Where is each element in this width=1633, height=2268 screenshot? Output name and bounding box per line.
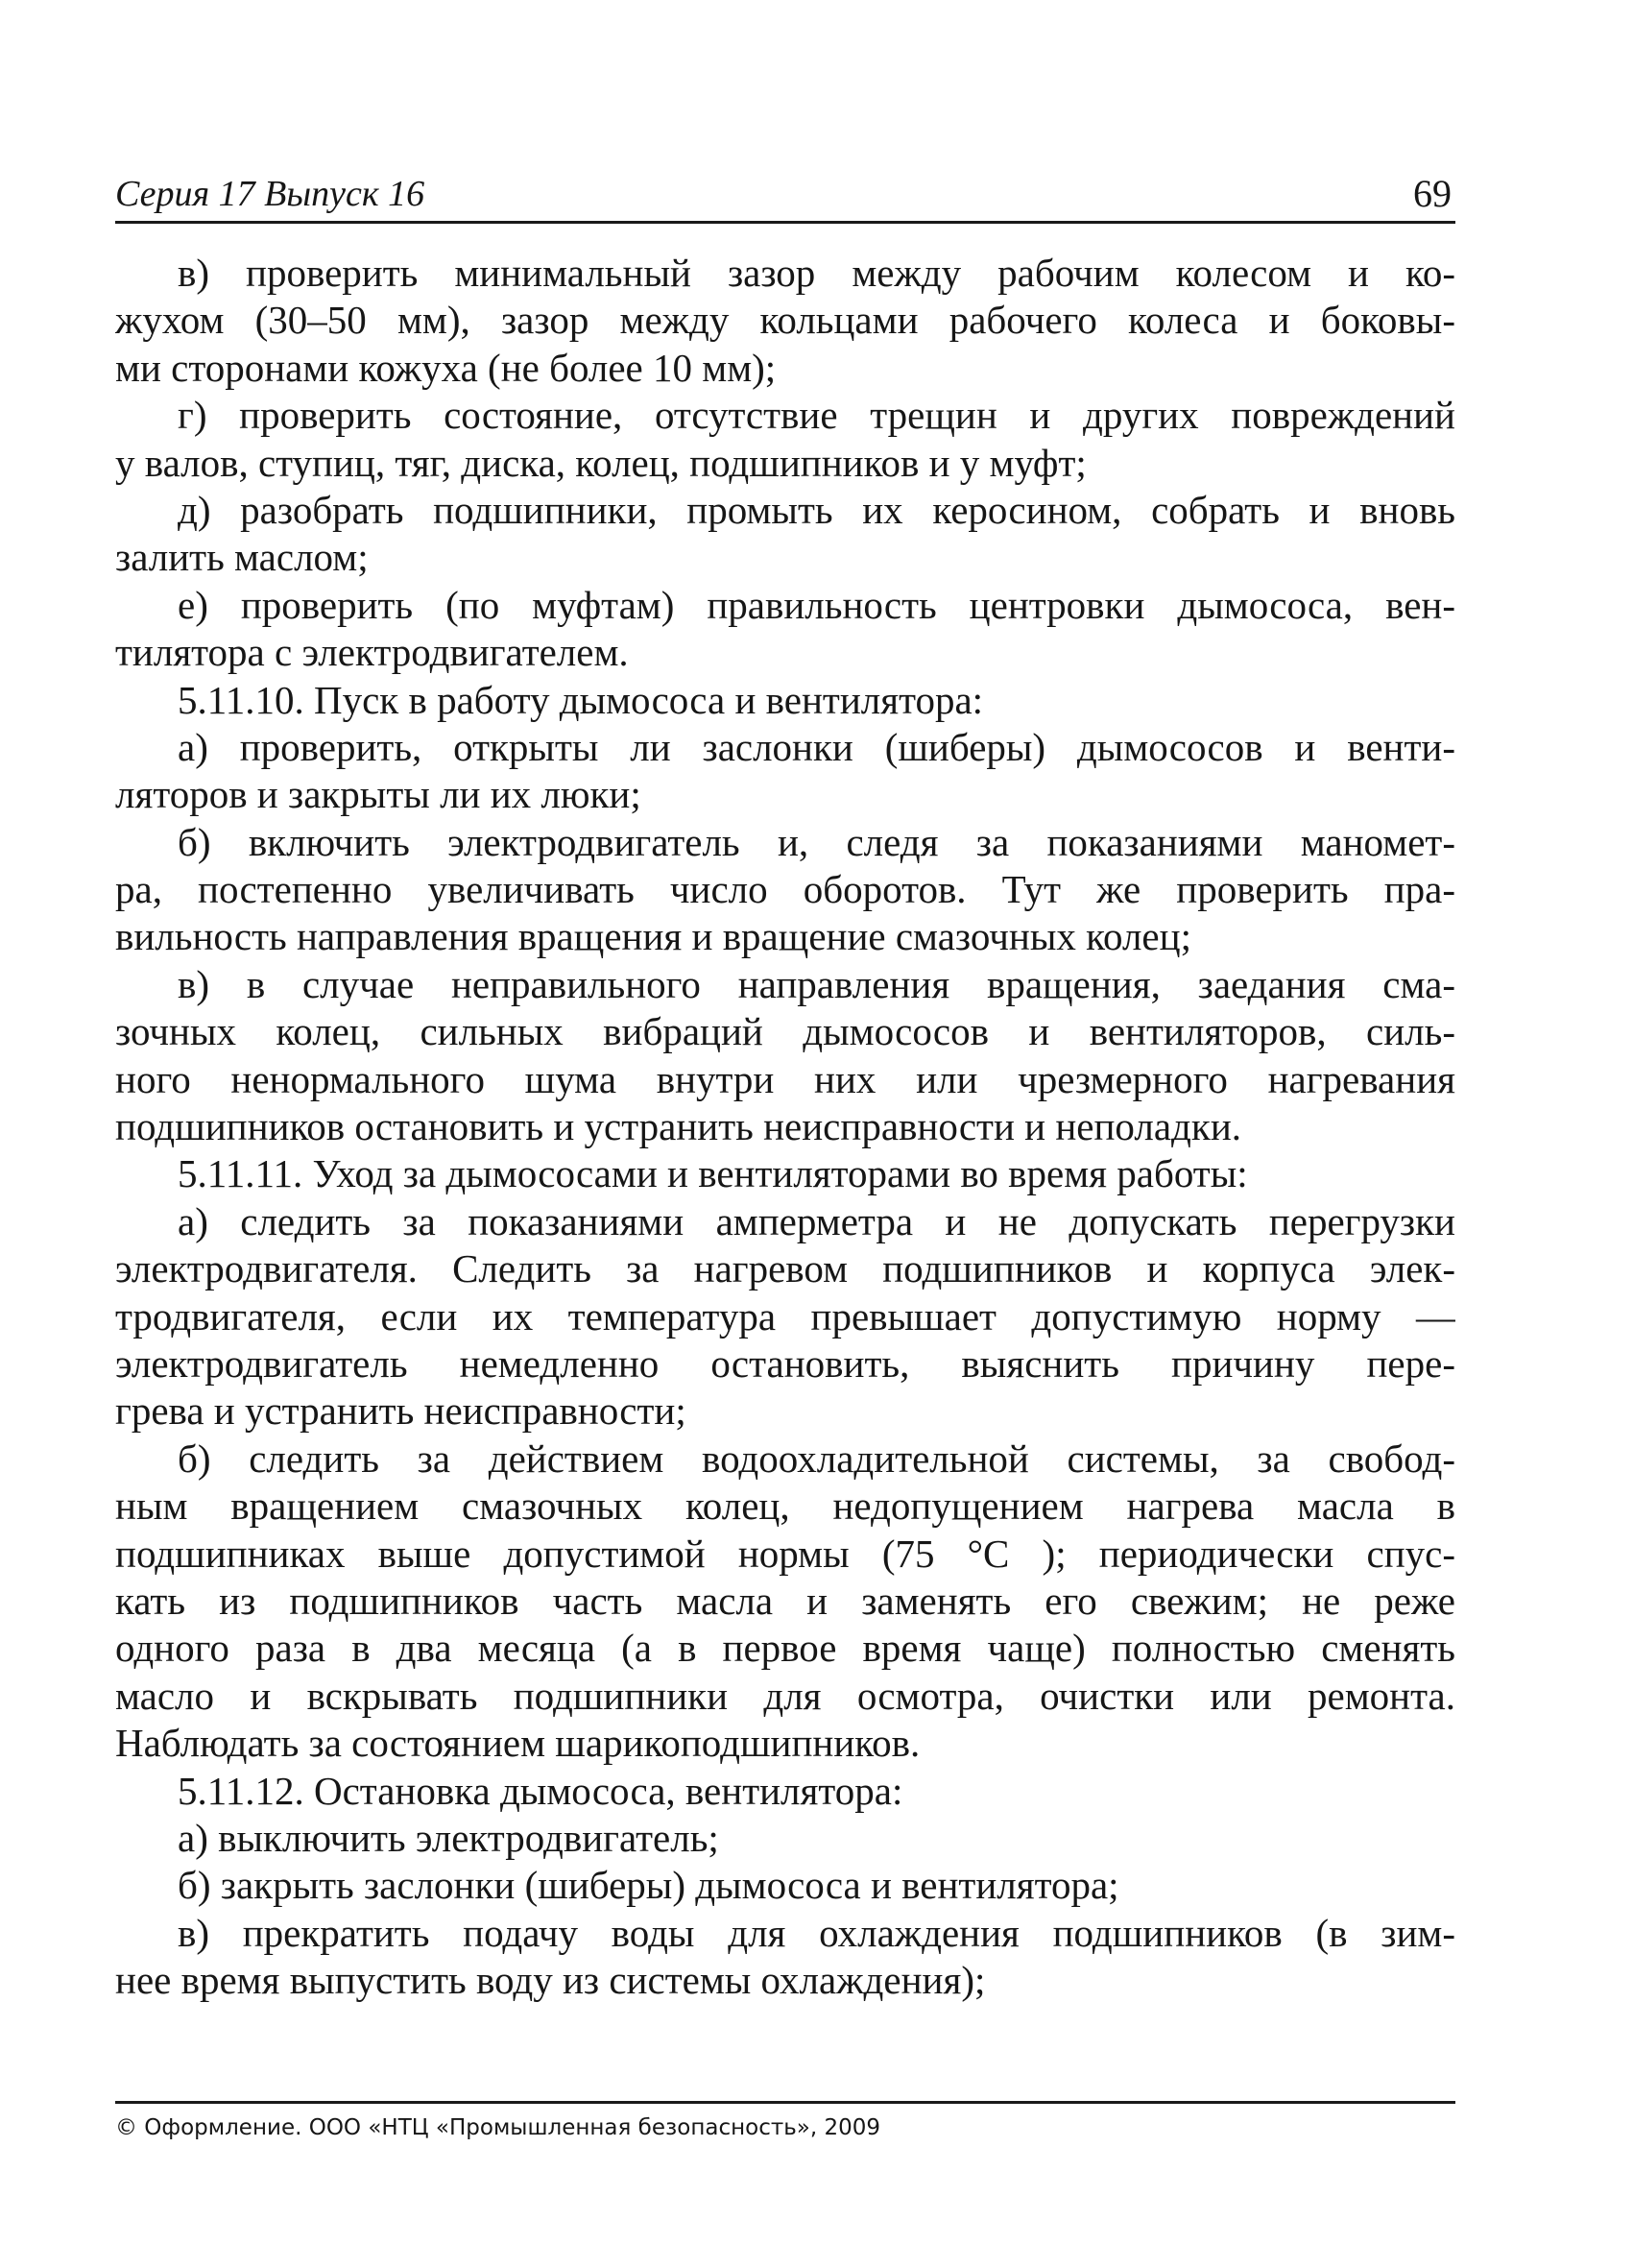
page-number: 69 (1413, 172, 1452, 215)
text-line: ра, постепенно увеличивать число оборотов. Тут же проверить пра- (115, 867, 1455, 912)
text-line: подшипниках выше допустимой нормы (75 °С ); периодически спус- (115, 1531, 1455, 1576)
text-line: 5.11.12. Остановка дымососа, вентилятора: (178, 1768, 903, 1813)
text-line: подшипников остановить и устранить неисправности и неполадки. (115, 1104, 1242, 1149)
body-text (115, 250, 1455, 2004)
text-line: б) следить за действием водоохладительной системы, за свобод- (178, 1436, 1455, 1481)
series-title: Серия 17 Выпуск 16 (115, 174, 425, 214)
text-line: зочных колец, сильных вибраций дымососов и вентиляторов, силь- (115, 1009, 1455, 1054)
text-line: электродвигателя. Следить за нагревом подшипников и корпуса элек- (115, 1246, 1455, 1291)
text-line: залить маслом; (115, 535, 369, 580)
text-line: в) в случае неправильного направления вращения, заедания сма- (178, 961, 1455, 1006)
text-line: д) разобрать подшипники, промыть их керосином, собрать и вновь (178, 487, 1455, 532)
text-line: б) включить электродвигатель и, следя за показаниями маномет- (178, 819, 1455, 864)
text-line: тродвигателя, если их температура превышает допустимую норму — (115, 1293, 1455, 1339)
page-footer (115, 2101, 1455, 2142)
text-line: грева и устранить неисправности; (115, 1388, 686, 1434)
text-line: электродвигатель немедленно остановить, выяснить причину пере- (115, 1340, 1455, 1386)
text-line: ного ненормального шума внутри них или чрезмерного нагревания (115, 1056, 1455, 1101)
text-line: жухом (30–50 мм), зазор между кольцами рабочего колеса и боковы- (115, 298, 1455, 343)
text-line: ным вращением смазочных колец, недопущением нагрева масла в (115, 1484, 1455, 1529)
text-line: а) следить за показаниями амперметра и не допускать перегрузки (178, 1198, 1455, 1243)
text-line: ляторов и закрыты ли их люки; (115, 772, 641, 817)
text-line: а) проверить, открыты ли заслонки (шиберы) дымососов и венти- (178, 724, 1455, 769)
text-line: 5.11.11. Уход за дымососами и вентиляторами во время работы: (178, 1151, 1248, 1196)
page-header (115, 171, 1455, 224)
text-line: 5.11.10. Пуск в работу дымососа и вентилятора: (178, 677, 984, 722)
text-line: вильность направления вращения и вращение смазочных колец; (115, 914, 1191, 959)
text-line: ми сторонами кожуха (не более 10 мм); (115, 345, 777, 390)
text-line: нее время выпустить воду из системы охлаждения); (115, 1958, 986, 2003)
text-line: в) прекратить подачу воды для охлаждения подшипников (в зим- (178, 1910, 1455, 1955)
text-line: масло и вскрывать подшипники для осмотра, очистки или ремонта. (115, 1673, 1455, 1718)
text-line: кать из подшипников часть масла и заменять его свежим; не реже (115, 1578, 1455, 1623)
text-line: одного раза в два месяца (а в первое время чаще) полностью сменять (115, 1626, 1455, 1671)
text-line: б) закрыть заслонки (шиберы) дымососа и вентилятора; (178, 1863, 1119, 1908)
copyright-notice: © Оформление. ООО «НТЦ «Промышленная безопасность», 2009 (115, 2115, 881, 2140)
text-line: в) проверить минимальный зазор между рабочим колесом и ко- (178, 251, 1455, 295)
text-line: г) проверить состояние, отсутствие трещин и других повреждений (178, 393, 1455, 438)
text-line: у валов, ступиц, тяг, диска, колец, подшипников и у муфт; (115, 440, 1087, 485)
text-line: Наблюдать за состоянием шарикоподшипников. (115, 1721, 921, 1766)
text-line: е) проверить (по муфтам) правильность центровки дымососа, вен- (178, 582, 1455, 627)
text-line: а) выключить электродвигатель; (178, 1815, 719, 1860)
text-line: тилятора с электродвигателем. (115, 630, 629, 675)
